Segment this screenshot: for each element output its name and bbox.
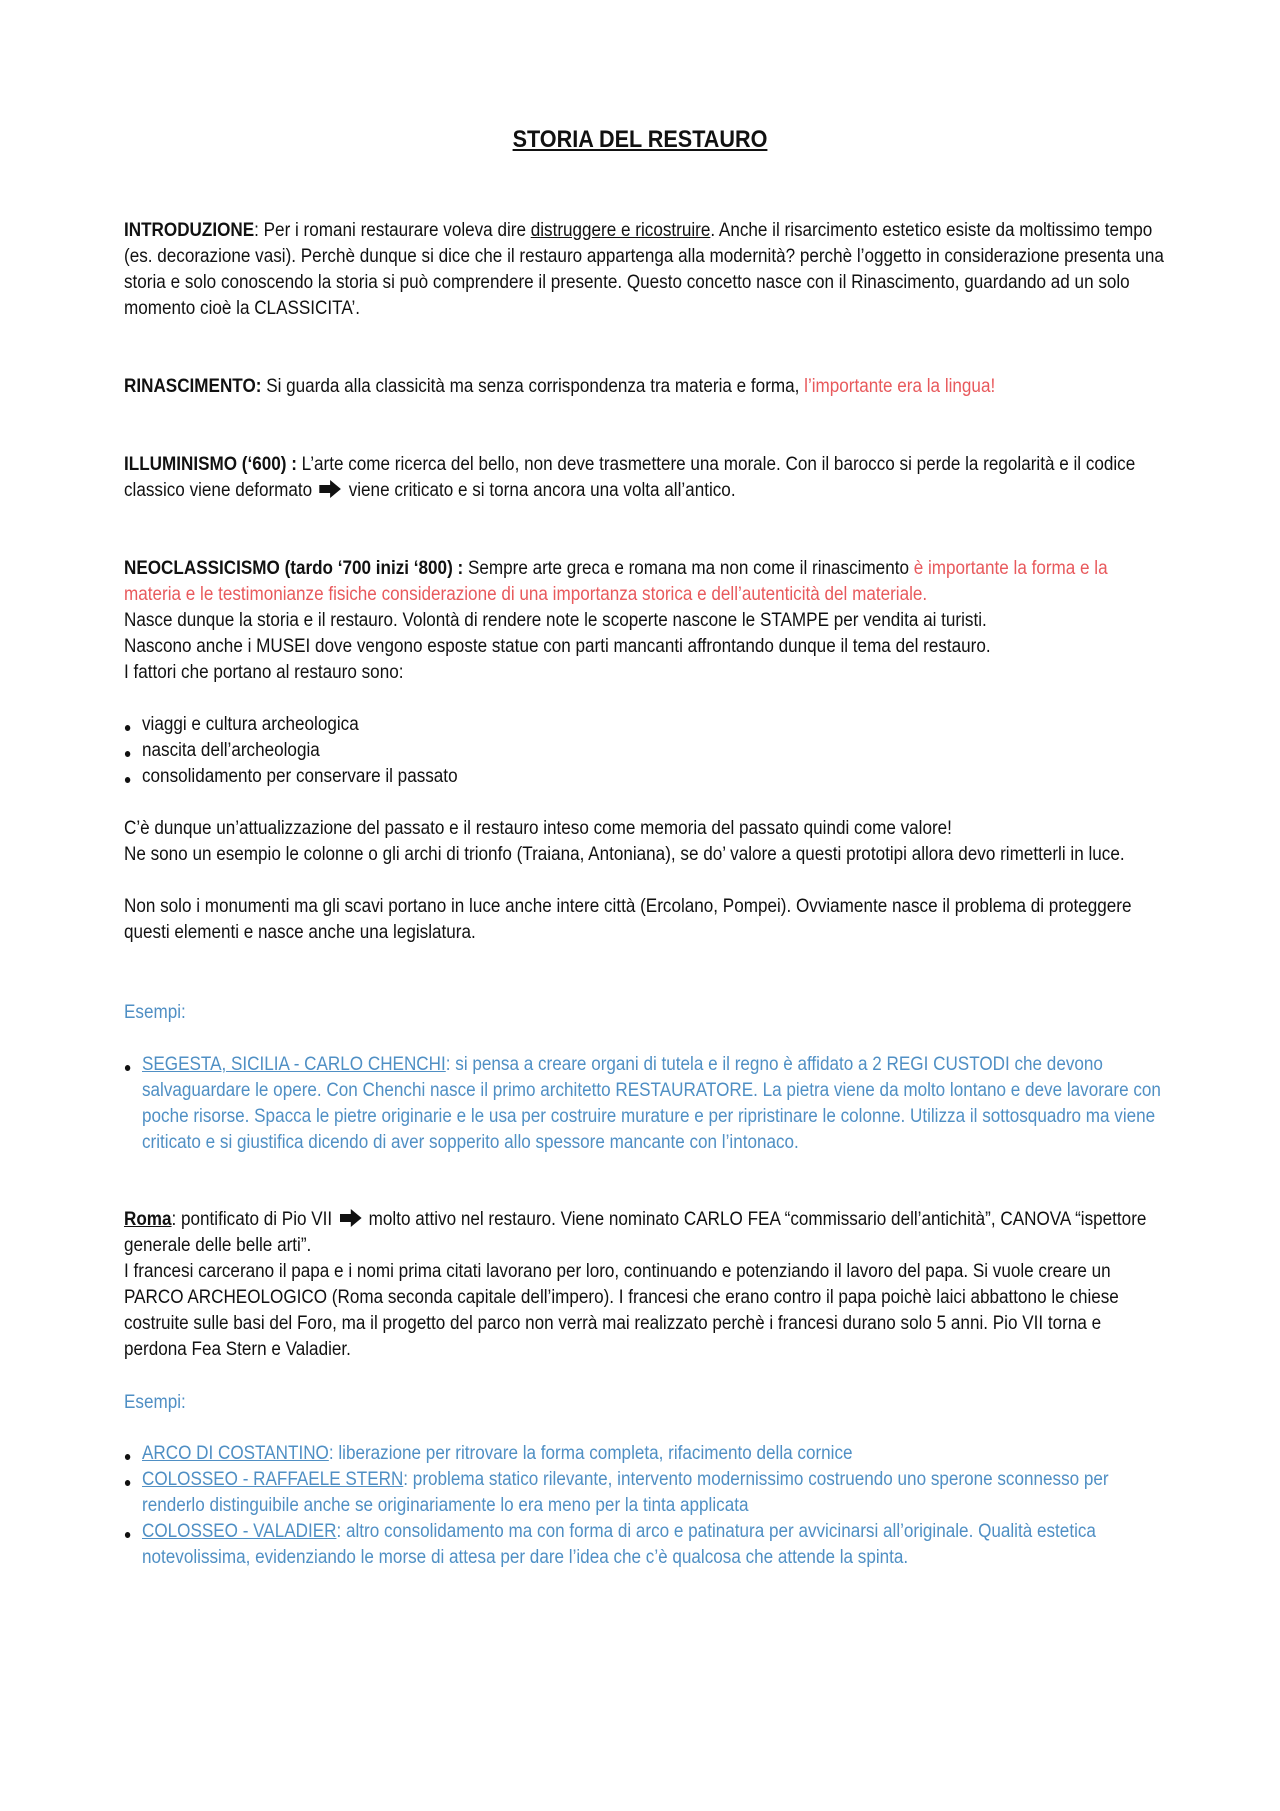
esempi-label-1: Esempi: [124,1002,186,1023]
esempi-list-2 [124,1441,1168,1571]
list-item [124,1441,1168,1467]
rinascimento-heading: RINASCIMENTO: [124,376,262,397]
illuminismo-text-1: L’arte come ricerca del bello, non deve trasmettere una morale. Con il barocco si perde la regolarità e il codice classico viene deformato [124,454,1136,501]
neoclassicismo-text-1: Sempre arte greca e romana ma non come il rinascimento [463,558,914,579]
list-item [124,1052,1168,1156]
colosseo-valadier-text: : altro consolidamento ma con forma di arco e patinatura per avvicinarsi all’originale. Qualità estetica notevolissima, evidenziando le morse di attesa per dare l’idea che c’è qualcosa che attende la spinta. [142,1521,1096,1568]
colosseo-stern-text: : problema statico rilevante, intervento modernissimo costruendo uno sperone sconnesso per renderlo distinguibile anche se originariamente lo era meno per la tinta applicata [142,1469,1109,1516]
list-item: viaggi e cultura archeologica [124,712,1168,738]
intro-text-1: : Per i romani restaurare voleva dire [254,220,531,241]
roma-heading: Roma [124,1209,172,1230]
intro-paragraph [124,218,1168,322]
memoria-line-1: C’è dunque un’attualizzazione del passato e il restauro inteso come memoria del passato quindi come valore! [124,818,952,839]
neoclassicismo-paragraph [124,556,1168,686]
factors-list [124,712,1168,790]
neoclassicismo-section [124,556,1168,946]
page-title: STORIA DEL RESTAURO [512,126,768,153]
roma-text-1: : pontificato di Pio VII [171,1209,337,1230]
rinascimento-paragraph [124,374,1168,400]
illuminismo-paragraph [124,452,1168,504]
list-item: consolidamento per conservare il passato [124,764,1168,790]
roma-section [124,1207,1168,1363]
colosseo-valadier-link[interactable]: COLOSSEO - VALADIER [142,1521,337,1542]
intro-heading: INTRODUZIONE [124,220,255,241]
right-arrow-icon [319,479,342,499]
neoclassicismo-heading: NEOCLASSICISMO (tardo ‘700 inizi ‘800) : [124,558,464,579]
neoclassicismo-line-2: Nasce dunque la storia e il restauro. Volontà di rendere note le scoperte nascone le STAMPE per vendita ai turisti. [124,610,987,631]
list-item [124,1467,1168,1519]
illuminismo-text-2: viene criticato e si torna ancora una volta all’antico. [343,480,736,501]
roma-para-2: I francesi carcerano il papa e i nomi prima citati lavorano per loro, continuando e potenziando il lavoro del papa. Si vuole creare un PARCO ARCHEOLOGICO (Roma seconda capitale dell’impero). I francesi che erano contro il papa poichè laici abbattono le chiese costruite sulle basi del Foro, ma il progetto del parco non verrà mai realizzato perchè i francesi durano solo 5 anni. Pio VII torna e perdona Fea Stern e Valadier. [124,1261,1119,1360]
memoria-line-2: Ne sono un esempio le colonne o gli archi di trionfo (Traiana, Antoniana), se do’ valore a questi prototipi allora devo rimetterli in luce. [124,844,1125,865]
list-item: nascita dell’archeologia [124,738,1168,764]
memoria-paragraph [124,816,1168,868]
rinascimento-text: Si guarda alla classicità ma senza corrispondenza tra materia e forma, [261,376,805,397]
arco-costantino-link[interactable]: ARCO DI COSTANTINO [142,1443,329,1464]
neoclassicismo-line-3: Nascono anche i MUSEI dove vengono esposte statue con parti mancanti affrontando dunque il tema del restauro. [124,636,991,657]
right-arrow-icon [339,1208,362,1228]
colosseo-stern-link[interactable]: COLOSSEO - RAFFAELE STERN [142,1469,404,1490]
rinascimento-highlight: l’importante era la lingua! [804,376,996,397]
roma-paragraph [124,1207,1168,1363]
neoclassicismo-line-4: I fattori che portano al restauro sono: [124,662,404,683]
intro-underlined: distruggere e ricostruire [530,220,711,241]
illuminismo-heading: ILLUMINISMO (‘600) : [124,454,297,475]
scavi-paragraph: Non solo i monumenti ma gli scavi portano in luce anche intere città (Ercolano, Pompei). Ovviamente nasce il problema di proteggere questi elementi e nasce anche una legislatura. [124,896,1132,943]
esempi-label-2: Esempi: [124,1392,186,1413]
neoclassicismo-highlight: è importante la forma e la materia e le testimonianze fisiche considerazione di una importanza storica e dell’autenticità del materiale. [124,558,1108,605]
segesta-link[interactable]: SEGESTA, SICILIA - CARLO CHENCHI [142,1054,446,1075]
intro-text-2: . Anche il risarcimento estetico esiste da moltissimo tempo (es. decorazione vasi). Perchè dunque si dice che il restauro appartenga alla modernità? perchè l’oggetto in considerazione presenta una storia e solo conoscendo la storia si può comprendere il presente. Questo concetto nasce con il Rinascimento, guardando ad un solo momento cioè la CLASSICITA’. [124,220,1164,319]
segesta-text: : si pensa a creare organi di tutela e il regno è affidato a 2 REGI CUSTODI che devono salvaguardare le opere. Con Chenchi nasce il primo architetto RESTAURATORE. La pietra viene da molto lontano e deve lavorare con poche risorse. Spacca le pietre originarie e le usa per costruire murature e per ripristinare le colonne. Utilizza il sottosquadro ma viene criticato e si giustifica dicendo di aver sopperito allo spessore mancante con l’intonaco. [142,1054,1161,1153]
arco-costantino-text: : liberazione per ritrovare la forma completa, rifacimento della cornice [328,1443,853,1464]
roma-text-2: molto attivo nel restauro. Viene nominato CARLO FEA “commissario dell’antichità”, CANOVA “ispettore generale delle belle arti”. [124,1209,1147,1256]
esempi-list-1 [124,1052,1168,1156]
list-item [124,1519,1168,1571]
